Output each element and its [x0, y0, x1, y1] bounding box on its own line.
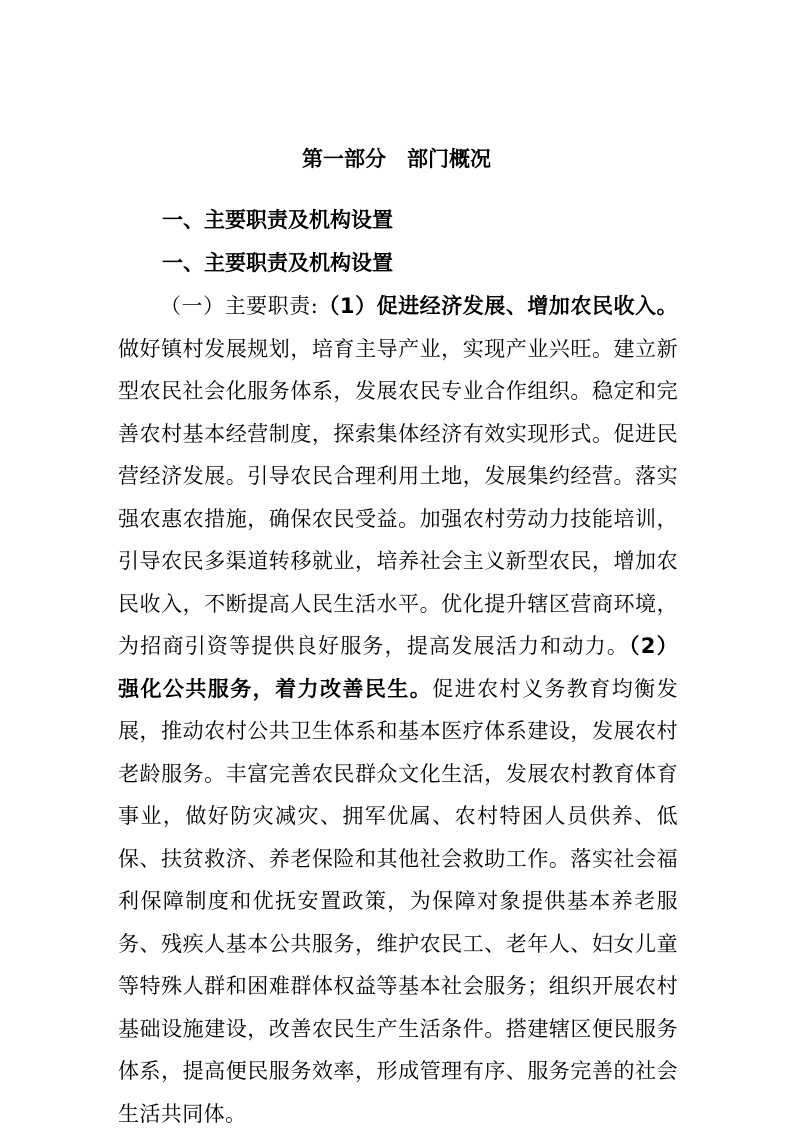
duties-lead: （一）主要职责:: [160, 294, 319, 318]
duties-paragraph: [118, 285, 678, 1135]
section-heading-2: 一、主要职责及机构设置: [162, 251, 393, 275]
duty-item-1-body: 做好镇村发展规划，培育主导产业，实现产业兴旺。建立新型农民社会化服务体系，发展农民专业合作组织。稳定和完善农村基本经营制度，探索集体经济有效实现形式。促进民营经济发展。引导农民合理利用土地，发展集约经营。落实强农惠农措施，确保农民受益。加强农村劳动力技能培训，引导农民多渠道转移就业，培养社会主义新型农民，增加农民收入，不断提高人民生活水平。优化提升辖区营商环境，为招商引资等提供良好服务，提高发展活力和动力。: [118, 336, 678, 658]
section-heading-1: 一、主要职责及机构设置: [162, 208, 393, 232]
duty-item-2-body: 促进农村义务教育均衡发展，推动农村公共卫生体系和基本医疗体系建设，发展农村老龄服务。丰富完善农民群众文化生活，发展农村教育体育事业，做好防灾减灾、拥军优属、农村特困人员供养、低保、扶贫救济、养老保险和其他社会救助工作。落实社会福利保障制度和优抚安置政策，为保障对象提供基本养老服务、残疾人基本公共服务，维护农民工、老年人、妇女儿童等特殊人群和困难群体权益等基本社会服务；组织开展农村基础设施建设，改善农民生产生活条件。搭建辖区便民服务体系，提高便民服务效率，形成管理有序、服务完善的社会生活共同体。: [118, 676, 678, 1126]
duty-item-2-title: （2）强化公共服务，着力改善民生。: [118, 634, 678, 701]
duty-item-1-title: （1）促进经济发展、增加农民收入。: [318, 294, 678, 318]
page-title: 第一部分 部门概况: [302, 147, 491, 171]
